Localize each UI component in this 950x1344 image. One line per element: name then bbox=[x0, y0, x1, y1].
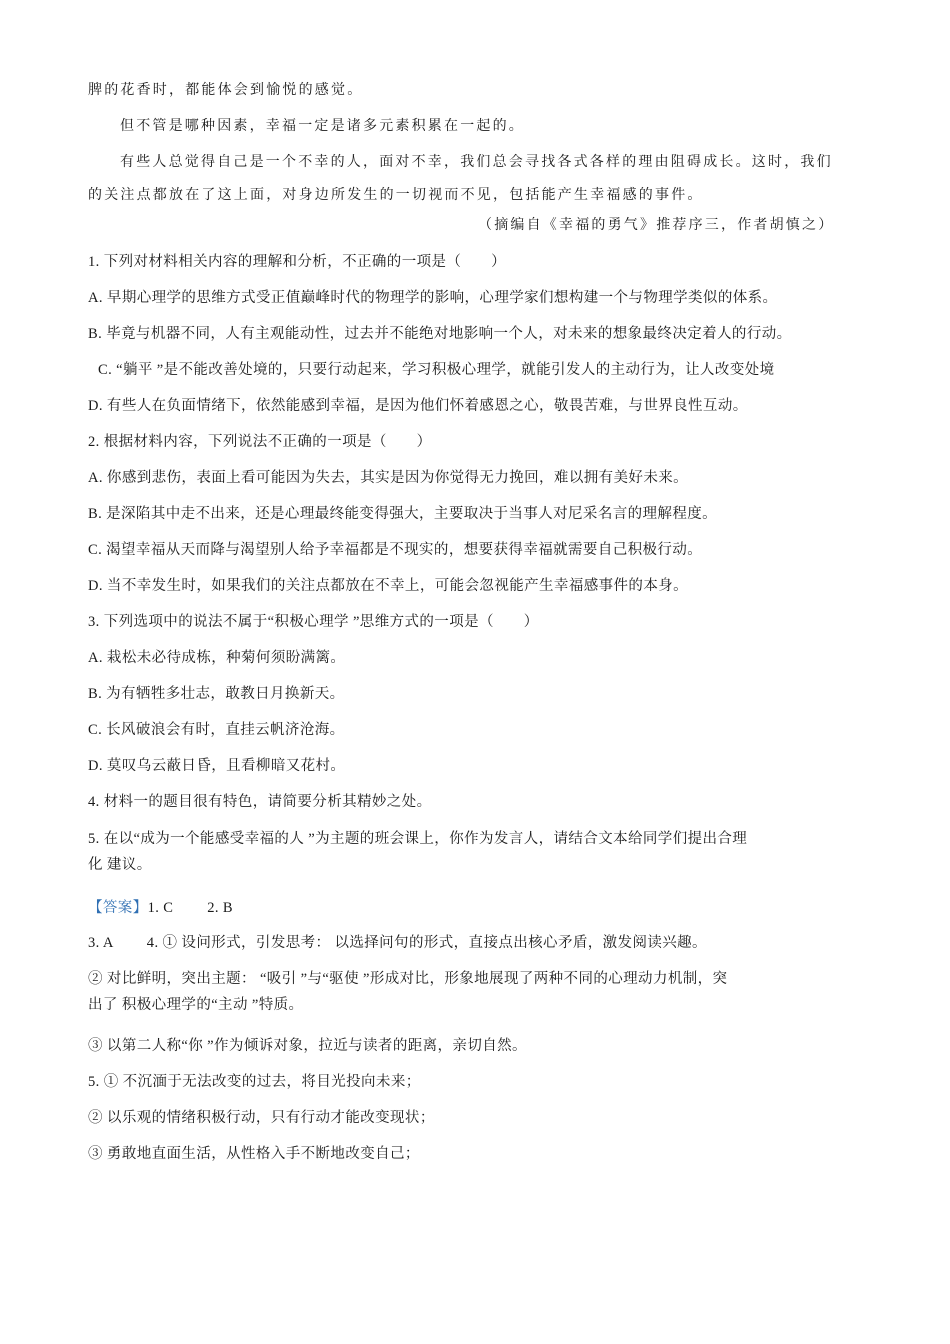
question-5-stem-line-2: 化 建议。 bbox=[88, 857, 152, 873]
passage-line: 的关注点都放在了这上面，对身边所发生的一切视而不见，包括能产生幸福感的事件。 bbox=[88, 187, 704, 203]
answer-label: 【答案】 bbox=[88, 900, 148, 916]
passage-line: 但不管是哪种因素，幸福一定是诸多元素积累在一起的。 bbox=[120, 118, 525, 134]
question-2-option-a: A. 你感到悲伤，表面上看可能因为失去，其实是因为你觉得无力挽回，难以拥有美好未来。 bbox=[88, 470, 689, 486]
question-3-option-b: B. 为有牺牲多壮志，敢教日月换新天。 bbox=[88, 686, 345, 702]
answer-line: 出了 积极心理学的“主动 ”特质。 bbox=[88, 997, 304, 1013]
question-3-option-a: A. 栽松未必待成栋，种菊何须盼满篱。 bbox=[88, 650, 346, 666]
question-3-stem: 3. 下列选项中的说法不属于“积极心理学 ”思维方式的一项是（ ） bbox=[88, 614, 539, 630]
answer-line: ③ 以第二人称“你 ”作为倾诉对象，拉近与读者的距离，亲切自然。 bbox=[88, 1038, 527, 1054]
answer-line: 3. A 4. ① 设问形式，引发思考： 以选择问句的形式，直接点出核心矛盾，激发阅读兴趣。 bbox=[88, 935, 707, 951]
answer-line: 5. ① 不沉湎于无法改变的过去，将目光投向未来； bbox=[88, 1074, 421, 1090]
question-5-stem-line-1: 5. 在以“成为一个能感受幸福的人 ”为主题的班会课上，你作为发言人，请结合文本给同学们提出合理 bbox=[88, 831, 748, 847]
question-2-option-d: D. 当不幸发生时，如果我们的关注点都放在不幸上，可能会忽视能产生幸福感事件的本身。 bbox=[88, 578, 689, 594]
answer-line: ② 对比鲜明，突出主题： “吸引 ”与“驱使 ”形成对比，形象地展现了两种不同的心理动力机制，突 bbox=[88, 971, 728, 987]
question-1-stem: 1. 下列对材料相关内容的理解和分析，不正确的一项是（ ） bbox=[88, 254, 506, 270]
question-1-option-d: D. 有些人在负面情绪下，依然能感到幸福，是因为他们怀着感恩之心，敬畏苦难，与世界良性互动。 bbox=[88, 398, 748, 414]
passage-line: 脾的花香时，都能体会到愉悦的感觉。 bbox=[88, 82, 364, 98]
answer-line: ③ 勇敢地直面生活，从性格入手不断地改变自己； bbox=[88, 1146, 420, 1162]
question-2-option-b: B. 是深陷其中走不出来，还是心理最终能变得强大，主要取决于当事人对尼采名言的理解程度。 bbox=[88, 506, 718, 522]
question-1-option-b: B. 毕竟与机器不同，人有主观能动性，过去并不能绝对地影响一个人，对未来的想象最终决定着人的行动。 bbox=[88, 326, 792, 342]
question-1-option-c: C. “躺平 ”是不能改善处境的，只要行动起来，学习积极心理学，就能引发人的主动行为，让人改变处境 bbox=[98, 362, 775, 378]
passage-source: （摘编自《幸福的勇气》推荐序三，作者胡慎之） bbox=[478, 217, 835, 233]
question-3-option-c: C. 长风破浪会有时，直挂云帆济沧海。 bbox=[88, 722, 345, 738]
answer-first-line bbox=[88, 899, 233, 917]
question-1-option-a: A. 早期心理学的思维方式受正值巅峰时代的物理学的影响，心理学家们想构建一个与物理学类似的体系。 bbox=[88, 290, 778, 306]
passage-line: 有些人总觉得自己是一个不幸的人，面对不幸，我们总会寻找各式各样的理由阻碍成长。这时，我们 bbox=[120, 154, 833, 170]
question-2-option-c: C. 渴望幸福从天而降与渴望别人给予幸福都是不现实的，想要获得幸福就需要自己积极行动。 bbox=[88, 542, 703, 558]
answer-text: 1. C 2. B bbox=[147, 900, 233, 916]
question-2-stem: 2. 根据材料内容，下列说法不正确的一项是（ ） bbox=[88, 434, 432, 450]
question-3-option-d: D. 莫叹乌云蔽日昏，且看柳暗又花村。 bbox=[88, 758, 346, 774]
answer-line: ② 以乐观的情绪积极行动，只有行动才能改变现状； bbox=[88, 1110, 435, 1126]
question-4-stem: 4. 材料一的题目很有特色，请简要分析其精妙之处。 bbox=[88, 794, 432, 810]
